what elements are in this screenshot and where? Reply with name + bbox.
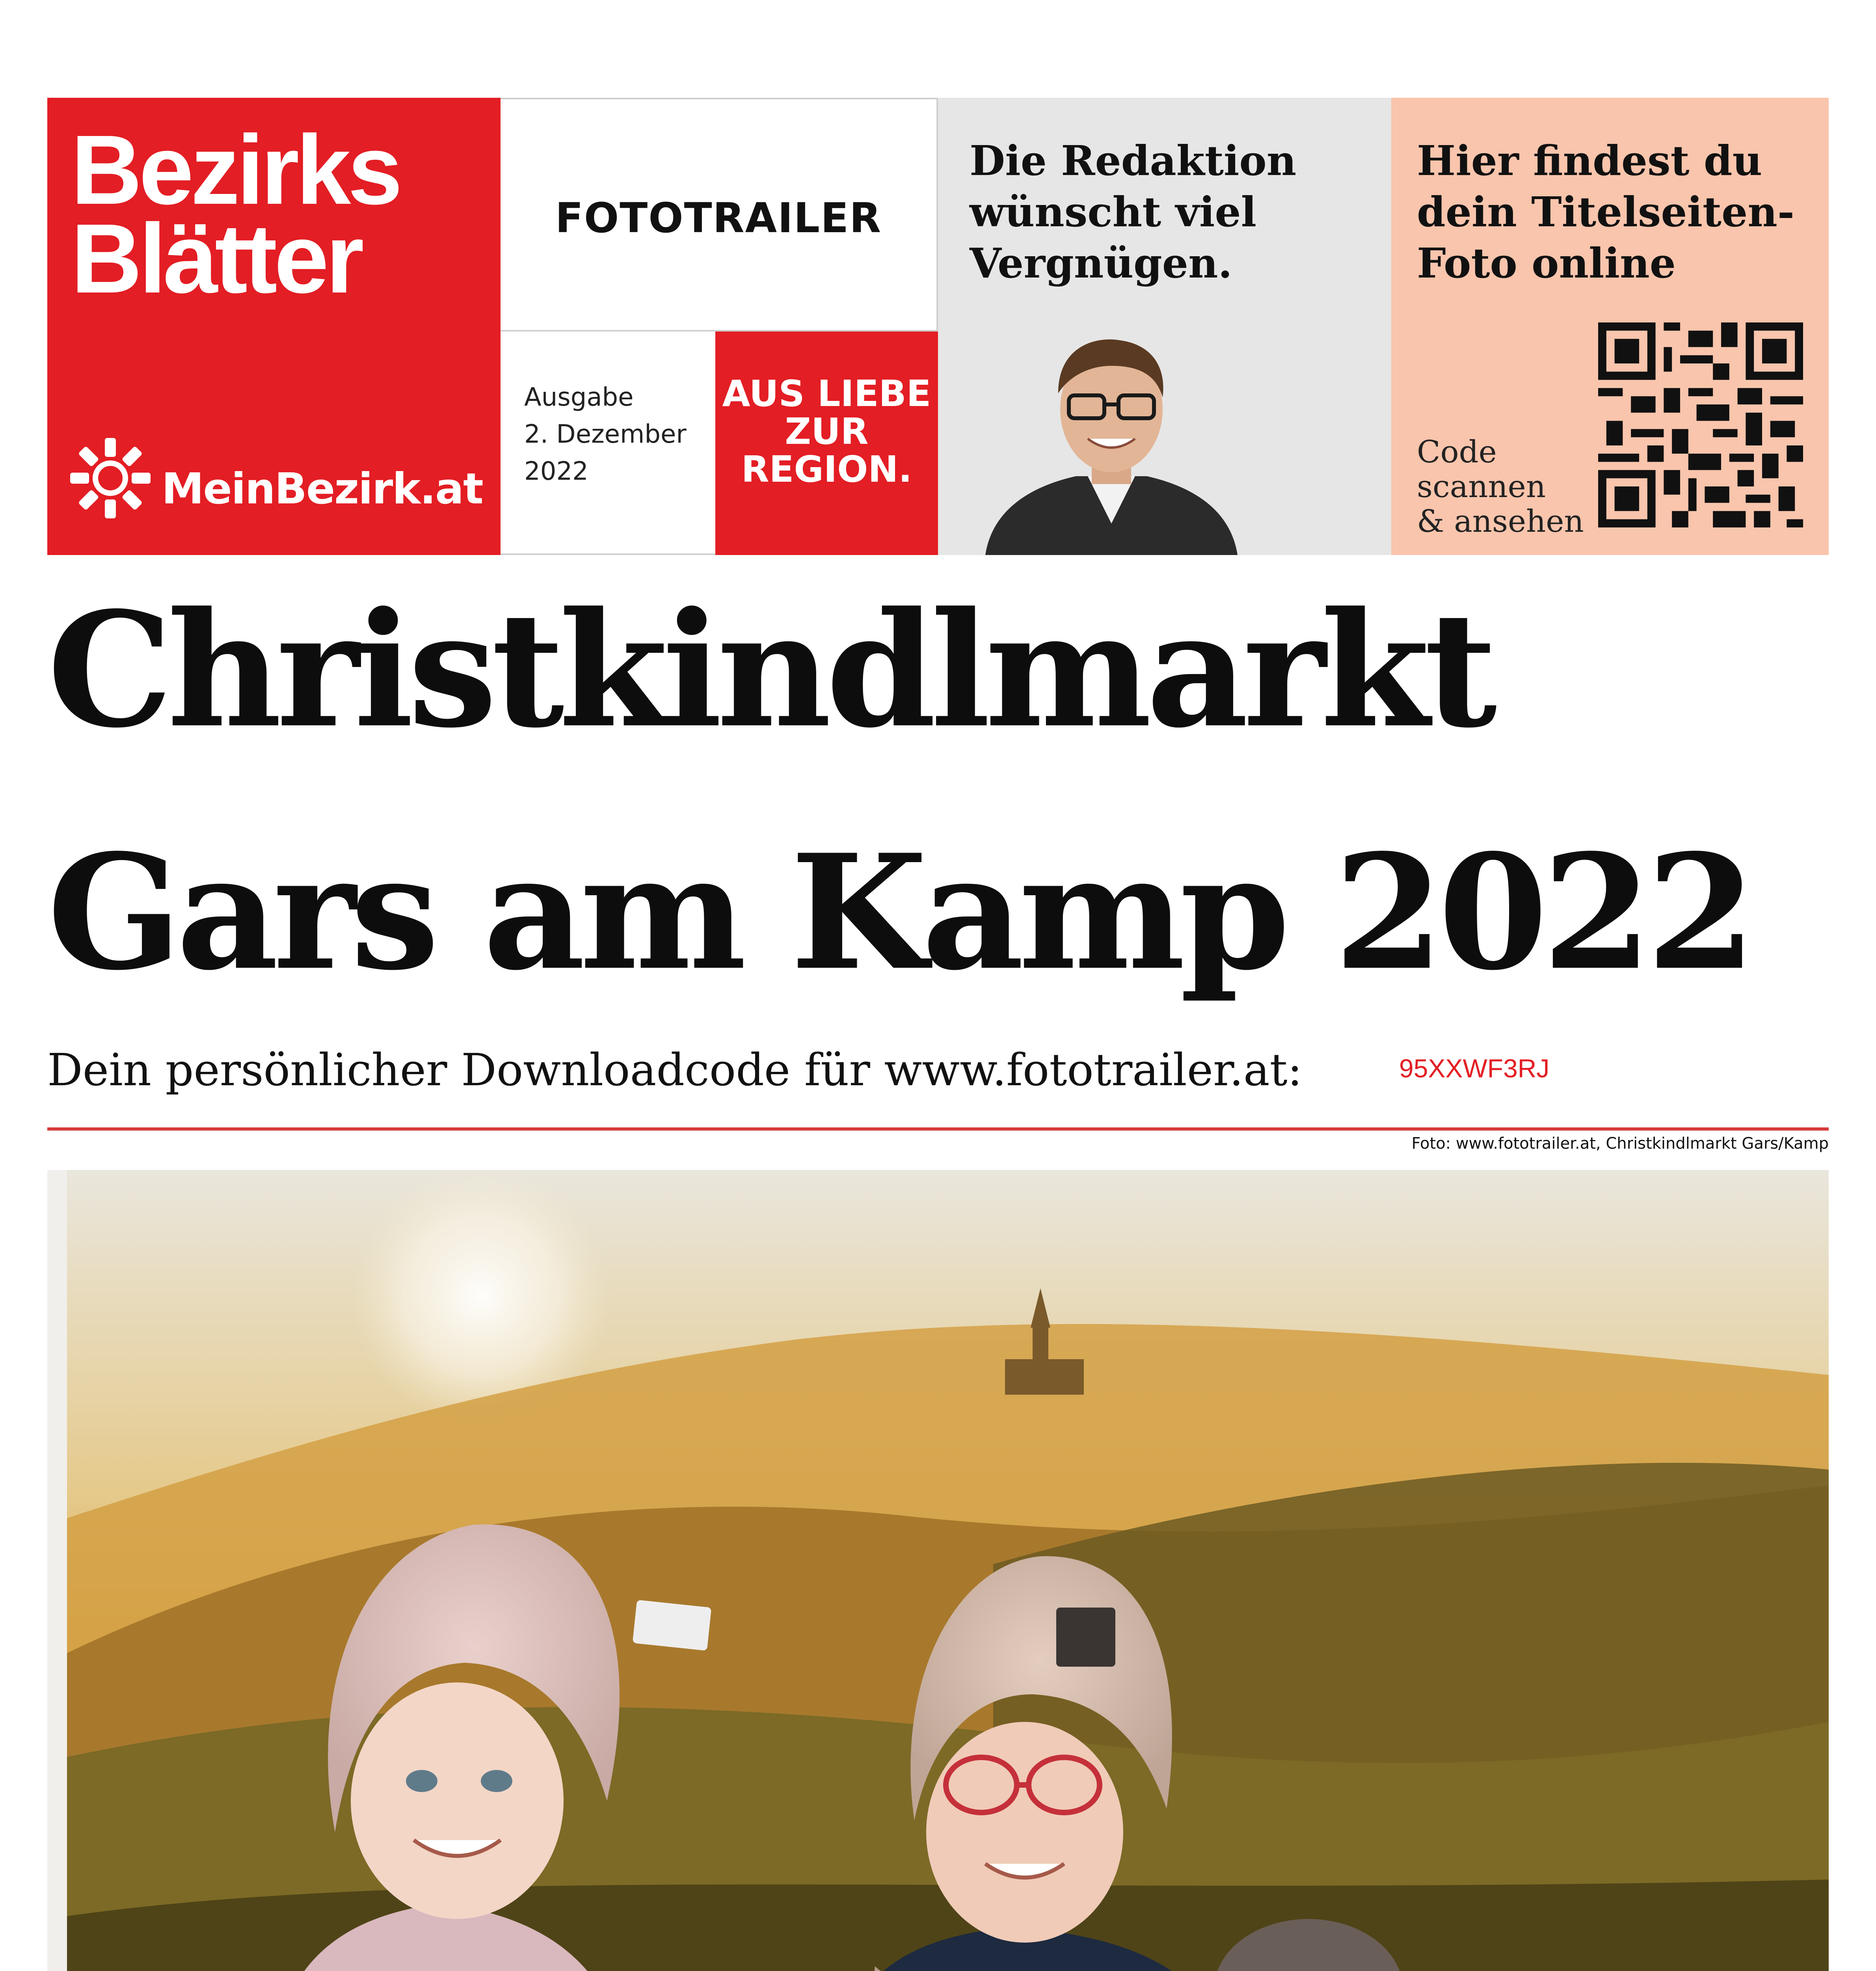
editor-portrait (977, 319, 1245, 555)
issue-year: 2022 (524, 457, 588, 486)
headline-line-2: Gars am Kamp 2022 (47, 820, 1751, 1005)
slogan-line: AUS LIEBE (722, 373, 931, 415)
sun-logo-icon (67, 435, 154, 522)
divider (47, 1127, 1829, 1131)
photo-illustration (47, 1170, 1829, 1971)
brand-name: Bezirks Blätter (71, 115, 400, 313)
section-box (501, 98, 938, 332)
download-label: Dein persönlicher Downloadcode für www.fototrailer.at: (47, 1045, 1303, 1096)
headline-line-1: Christkindlmarkt (47, 578, 1492, 763)
slogan-line: ZUR (785, 410, 869, 453)
bezirksblaetter-logo[interactable] (47, 98, 501, 555)
scan-text: Code scannen & ansehen (1417, 434, 1584, 539)
issue-box (501, 332, 715, 555)
slogan-line: REGION. (741, 448, 912, 490)
editor-box (938, 98, 1391, 555)
qr-code-icon[interactable] (1598, 322, 1803, 527)
download-code[interactable]: 95XXWF3RJ (1399, 1054, 1550, 1083)
editor-greeting: Die Redaktion wünscht viel Vergnügen. (970, 136, 1297, 287)
issue-date: 2. Dezember (524, 420, 687, 449)
slogan-box (715, 332, 938, 555)
online-text: Hier findest du dein Titelseiten- Foto online (1417, 136, 1795, 287)
site-name[interactable]: MeinBezirk.at (162, 464, 483, 514)
main-photo[interactable] (47, 1170, 1829, 1971)
section-title: FOTOTRAILER (555, 194, 882, 242)
online-box (1391, 98, 1829, 555)
issue-label: Ausgabe (524, 383, 634, 412)
photo-credit: Foto: www.fototrailer.at, Christkindlmarkt Gars/Kamp (1411, 1135, 1829, 1153)
